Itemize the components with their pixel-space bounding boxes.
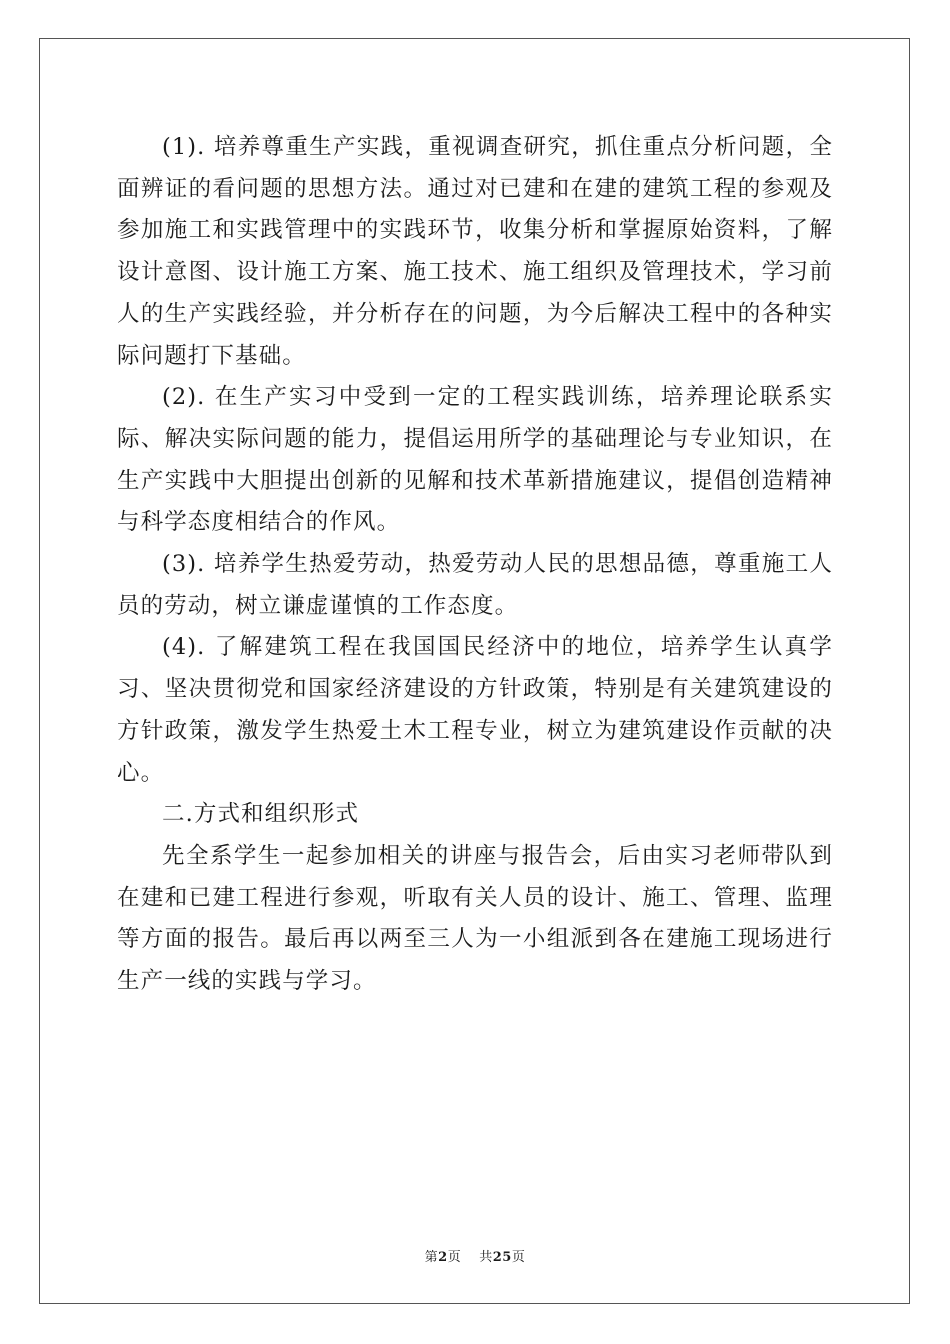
paragraph-objective-2: (2). 在生产实习中受到一定的工程实践训练，培养理论联系实际、解决实际问题的能力，提倡运用所学的基础理论与专业知识，在生产实践中大胆提出创新的见解和技术革新措施建议，提倡创造精神与科学态度相结合的作风。 bbox=[117, 384, 833, 536]
paragraph-objective-3: (3). 培养学生热爱劳动，热爱劳动人民的思想品德，尊重施工人员的劳动，树立谦虚谨慎的工作态度。 bbox=[117, 551, 833, 619]
section-heading: 二.方式和组织形式 bbox=[162, 801, 360, 828]
total-pages: 25 bbox=[492, 1250, 512, 1265]
total-suffix: 页 bbox=[511, 1250, 526, 1265]
page-suffix: 页 bbox=[447, 1250, 462, 1265]
paragraph-objective-1: (1). 培养尊重生产实践，重视调查研究，抓住重点分析问题，全面辨证的看问题的思想方法。通过对已建和在建的建筑工程的参观及参加施工和实践管理中的实践环节，收集分析和掌握原始资料，了解设计意图、设计施工方案、施工技术、施工组织及管理技术，学习前人的生产实践经验，并分析存在的问题，为今后解决工程中的各种实际问题打下基础。 bbox=[117, 134, 833, 369]
document-body bbox=[117, 127, 833, 1003]
section-paragraph: 先全系学生一起参加相关的讲座与报告会，后由实习老师带队到在建和已建工程进行参观，听取有关人员的设计、施工、管理、监理等方面的报告。最后再以两至三人为一小组派到各在建施工现场进行生产一线的实践与学习。 bbox=[117, 842, 833, 995]
page-prefix: 第 bbox=[424, 1250, 439, 1265]
total-prefix: 共 bbox=[479, 1250, 493, 1265]
page-number: 2 bbox=[438, 1250, 448, 1265]
page-footer bbox=[0, 1246, 950, 1265]
paragraph-objective-4: (4). 了解建筑工程在我国国民经济中的地位，培养学生认真学习、坚决贯彻党和国家经济建设的方针政策，特别是有关建筑建设的方针政策，激发学生热爱土木工程专业，树立为建筑建设作贡献的决心。 bbox=[117, 634, 833, 786]
